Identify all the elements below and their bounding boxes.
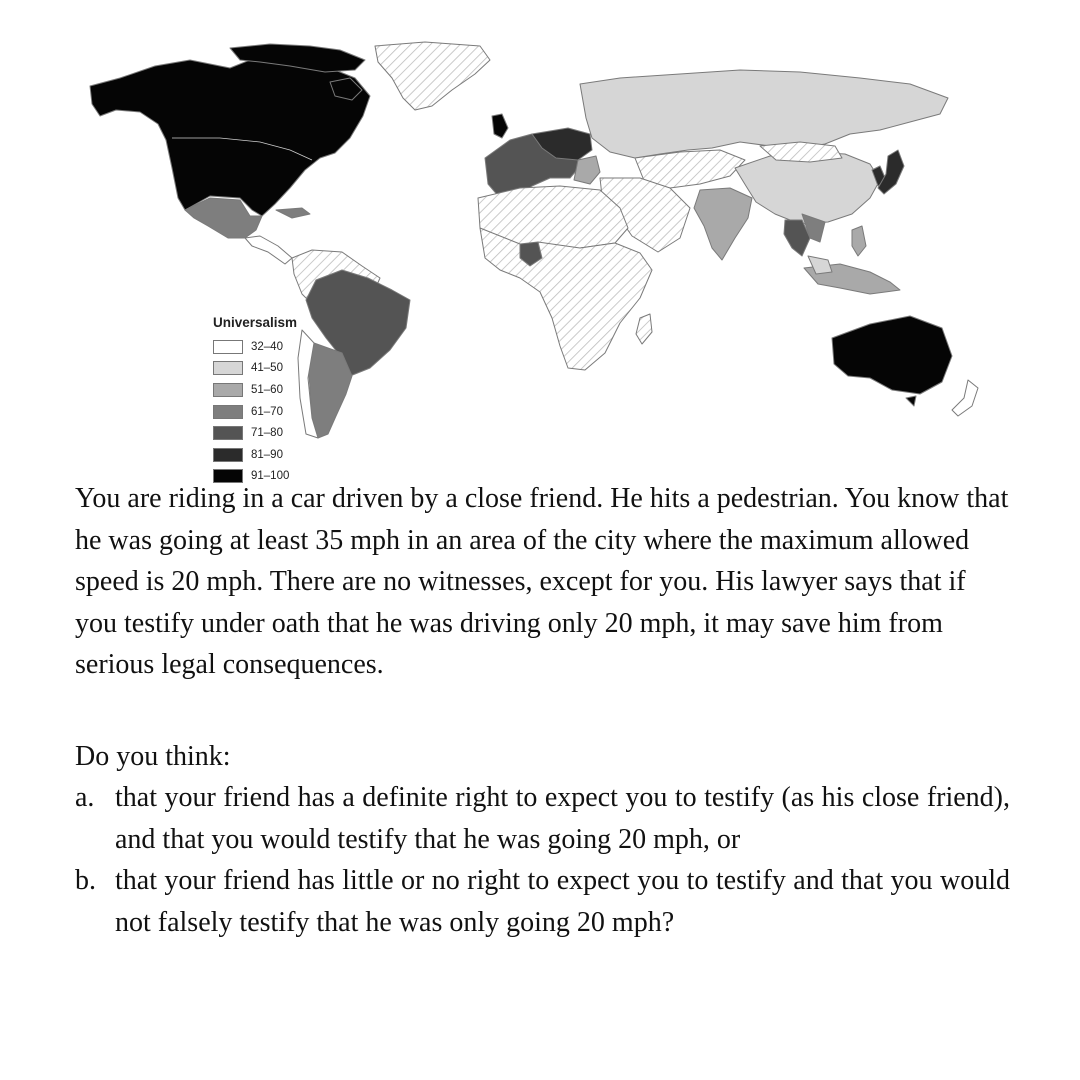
option-a-marker: a. (75, 782, 95, 813)
legend-label: 71–80 (251, 427, 283, 440)
legend-swatch (213, 426, 243, 440)
legend-label: 81–90 (251, 448, 283, 461)
prompt-text: Do you think: (75, 740, 231, 772)
legend-swatch (213, 448, 243, 462)
region-sub-saharan-africa (480, 228, 652, 370)
region-philippines (852, 226, 866, 256)
option-b-text: that your friend has little or no right to expect you to testify and that you would not falsely testify that he was only going 20 mph? (115, 865, 1010, 938)
legend-title: Universalism (213, 315, 298, 330)
legend-swatch (213, 383, 243, 397)
region-eastern-europe (574, 156, 600, 184)
scenario-text: You are riding in a car driven by a close friend. He hits a pedestrian. You know that he was going at least 35 mph in an area of the city where the maximum allowed speed is 20 mph. There are no witnesses, except for you. His lawyer says that if you testify under oath that he was driving only 20 mph, it may save him from serious legal consequences. (75, 483, 1009, 680)
legend-label: 32–40 (251, 340, 283, 353)
option-b[interactable] (75, 860, 1010, 943)
legend-swatch (213, 405, 243, 419)
region-north-america (90, 56, 370, 216)
region-greenland (375, 42, 490, 110)
legend-label: 41–50 (251, 362, 283, 375)
answer-options (75, 777, 1010, 943)
region-russia (580, 70, 948, 158)
legend-swatch (213, 340, 243, 354)
world-map-figure (80, 38, 1000, 483)
legend-item (213, 358, 297, 380)
region-uk-ireland (492, 114, 508, 138)
region-tasmania (906, 396, 916, 406)
region-australia (832, 316, 952, 394)
legend-label: 51–60 (251, 383, 283, 396)
legend-item (213, 336, 297, 358)
region-central-america (245, 236, 292, 264)
legend-item (213, 422, 297, 444)
region-china (735, 152, 880, 224)
region-caribbean (276, 208, 310, 218)
option-b-marker: b. (75, 865, 96, 896)
legend-item (213, 401, 297, 423)
legend-label: 61–70 (251, 405, 283, 418)
legend-label: 91–100 (251, 470, 290, 483)
map-legend (213, 315, 297, 487)
region-india (694, 188, 752, 260)
region-new-zealand (952, 380, 978, 416)
region-madagascar (636, 314, 652, 344)
legend-item (213, 379, 297, 401)
legend-swatch (213, 361, 243, 375)
option-a[interactable] (75, 777, 1010, 860)
legend-item (213, 444, 297, 466)
option-a-text: that your friend has a definite right to expect you to testify (as his close friend), and that you would testify that he was going 20 mph, or (115, 782, 1010, 855)
question-block (75, 478, 1010, 943)
